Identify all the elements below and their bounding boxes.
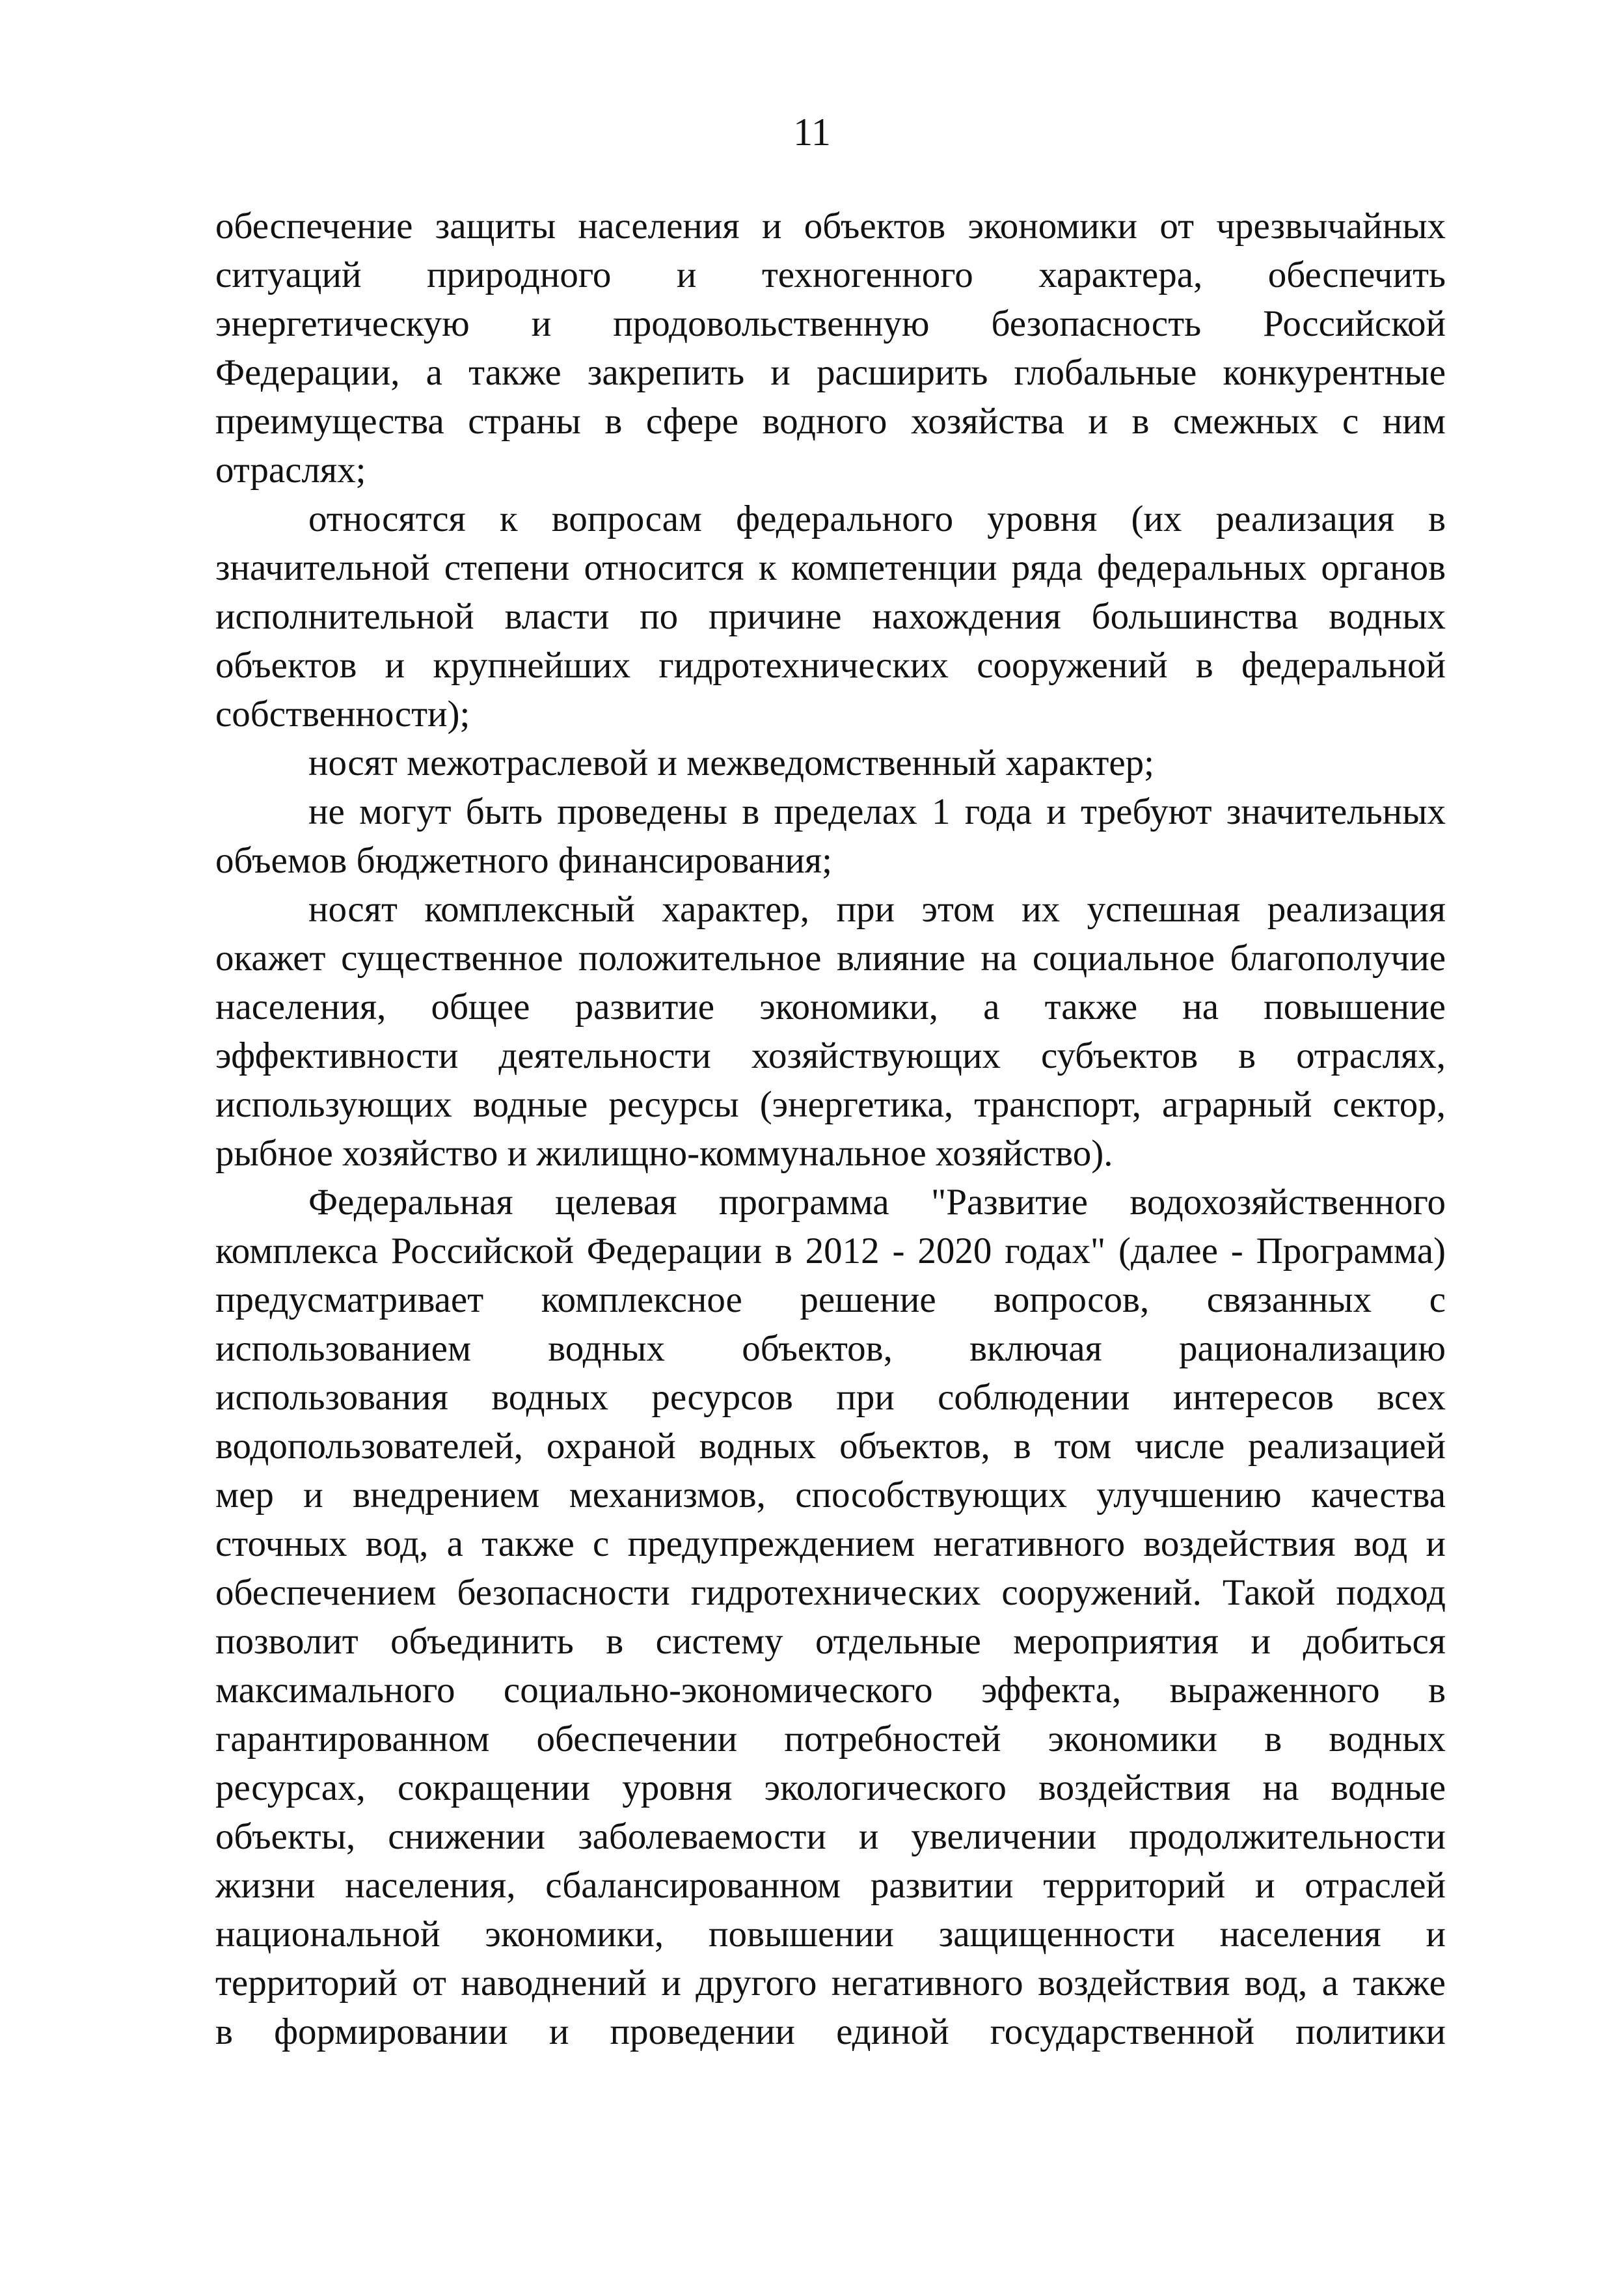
- text-line: объемов бюджетного финансирования;: [215, 840, 832, 881]
- text-line: использования водных ресурсов при соблюдении интересов всех: [215, 1377, 1446, 1418]
- text-line: территорий от наводнений и другого негативного воздействия вод, а также: [215, 1963, 1446, 2004]
- text-line: национальной экономики, повышении защищенности населения и: [215, 1914, 1446, 1955]
- text-line: позволит объединить в систему отдельные мероприятия и добиться: [215, 1621, 1446, 1662]
- paragraph: [215, 885, 1446, 1178]
- text-line: значительной степени относится к компетенции ряда федеральных органов: [215, 547, 1446, 588]
- paragraph: [215, 202, 1446, 495]
- text-line: максимального социально-экономического эффекта, выраженного в: [215, 1670, 1446, 1711]
- text-line: исполнительной власти по причине нахождения большинства водных: [215, 596, 1446, 637]
- text-line: ситуаций природного и техногенного характера, обеспечить: [215, 254, 1446, 295]
- paragraph: [215, 739, 1446, 787]
- text-line: носят комплексный характер, при этом их успешная реализация: [308, 889, 1446, 930]
- text-line: использованием водных объектов, включая рационализацию: [215, 1328, 1446, 1369]
- text-line: гарантированном обеспечении потребностей экономики в водных: [215, 1718, 1446, 1759]
- text-line: водопользователей, охраной водных объектов, в том числе реализацией: [215, 1426, 1446, 1467]
- document-body: [215, 202, 1446, 2056]
- paragraph: [215, 495, 1446, 739]
- text-line: комплекса Российской Федерации в 2012 - 2020 годах" (далее - Программа): [215, 1230, 1446, 1271]
- paragraph: [215, 787, 1446, 885]
- page-number: 11: [793, 111, 831, 154]
- text-line: энергетическую и продовольственную безопасность Российской: [215, 303, 1446, 344]
- text-line: сточных вод, а также с предупреждением негативного воздействия вод и: [215, 1523, 1446, 1564]
- text-line: использующих водные ресурсы (энергетика, транспорт, аграрный сектор,: [215, 1084, 1446, 1125]
- text-line: Федерации, а также закрепить и расширить глобальные конкурентные: [215, 352, 1446, 393]
- text-line: населения, общее развитие экономики, а также на повышение: [215, 986, 1446, 1027]
- text-line: отраслях;: [215, 450, 366, 491]
- text-line: объектов и крупнейших гидротехнических сооружений в федеральной: [215, 645, 1446, 686]
- text-line: окажет существенное положительное влияние на социальное благополучие: [215, 938, 1446, 979]
- text-line: не могут быть проведены в пределах 1 года и требуют значительных: [308, 791, 1446, 832]
- text-line: жизни населения, сбалансированном развитии территорий и отраслей: [215, 1865, 1446, 1906]
- text-line: мер и внедрением механизмов, способствующих улучшению качества: [215, 1474, 1446, 1515]
- text-line: предусматривает комплексное решение вопросов, связанных с: [215, 1279, 1446, 1320]
- text-line: относятся к вопросам федерального уровня (их реализация в: [308, 498, 1446, 539]
- text-line: собственности);: [215, 694, 470, 735]
- text-line: объекты, снижении заболеваемости и увеличении продолжительности: [215, 1816, 1446, 1857]
- text-line: рыбное хозяйство и жилищно-коммунальное хозяйство).: [215, 1133, 1113, 1174]
- text-line: эффективности деятельности хозяйствующих субъектов в отраслях,: [215, 1035, 1446, 1076]
- text-line: преимущества страны в сфере водного хозяйства и в смежных с ним: [215, 401, 1446, 442]
- text-line: обеспечение защиты населения и объектов экономики от чрезвычайных: [215, 206, 1446, 247]
- paragraph: [215, 1178, 1446, 2056]
- text-line: Федеральная целевая программа "Развитие водохозяйственного: [308, 1182, 1446, 1223]
- text-line: обеспечением безопасности гидротехнических сооружений. Такой подход: [215, 1572, 1446, 1613]
- text-line: носят межотраслевой и межведомственный характер;: [308, 742, 1155, 783]
- text-line: ресурсах, сокращении уровня экологического воздействия на водные: [215, 1767, 1446, 1808]
- text-line: в формировании и проведении единой государственной политики: [215, 2011, 1446, 2052]
